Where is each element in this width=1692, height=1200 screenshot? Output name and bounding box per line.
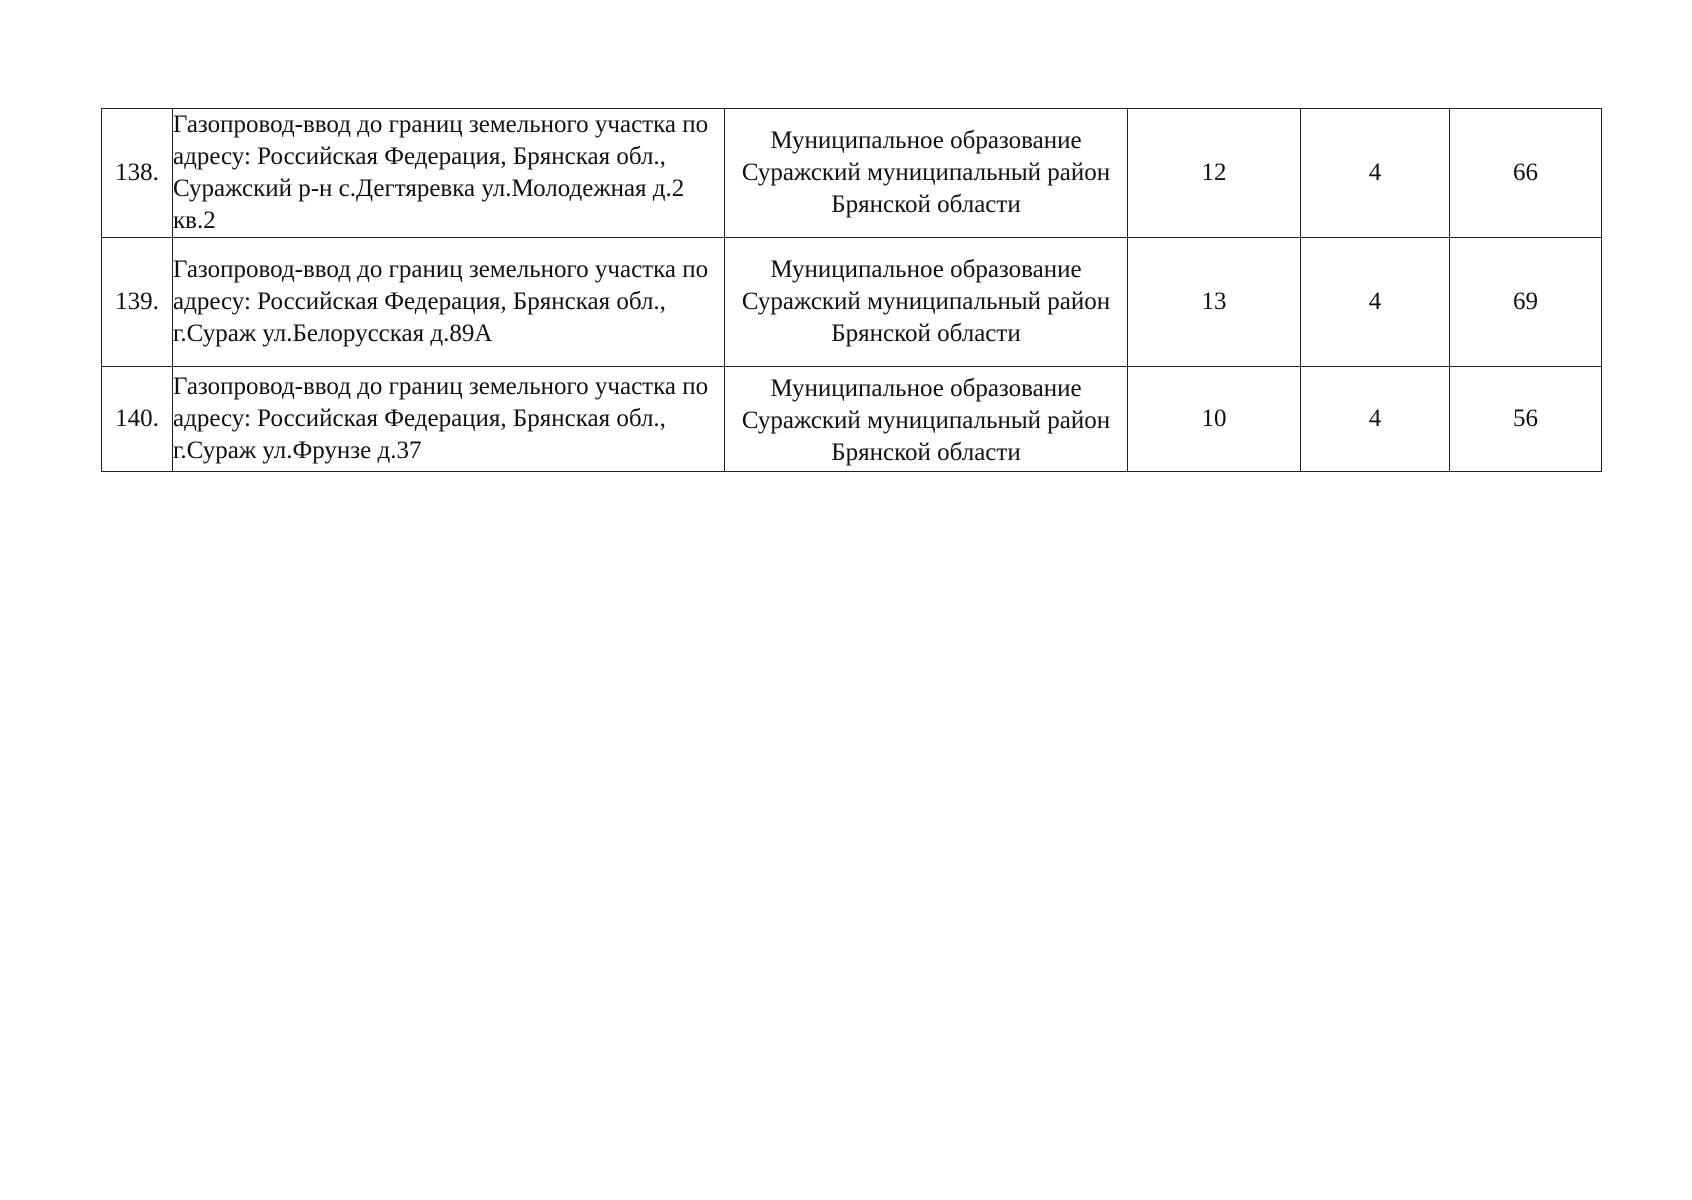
row-number: 139. — [102, 238, 173, 367]
object-name: Газопровод-ввод до границ земельного участка по адресу: Российская Федерация, Брянская обл., г.Сураж ул.Белорусская д.89А — [173, 238, 725, 367]
value-cell: 56 — [1450, 367, 1602, 472]
object-name: Газопровод-ввод до границ земельного участка по адресу: Российская Федерация, Брянская обл., Суражский р-н с.Дегтяревка ул.Молодежная д.2 кв.2 — [173, 109, 725, 238]
owner-name: Муниципальное образование Суражский муниципальный район Брянской области — [725, 238, 1128, 367]
object-name: Газопровод-ввод до границ земельного участка по адресу: Российская Федерация, Брянская обл., г.Сураж ул.Фрунзе д.37 — [173, 367, 725, 472]
value-cell: 66 — [1450, 109, 1602, 238]
table-row — [102, 109, 1602, 238]
value-cell: 4 — [1301, 367, 1450, 472]
value-cell: 12 — [1128, 109, 1301, 238]
row-number: 138. — [102, 109, 173, 238]
value-cell: 10 — [1128, 367, 1301, 472]
row-number: 140. — [102, 367, 173, 472]
table-row — [102, 367, 1602, 472]
table-row — [102, 238, 1602, 367]
register-table — [101, 108, 1602, 472]
value-cell: 13 — [1128, 238, 1301, 367]
value-cell: 4 — [1301, 109, 1450, 238]
owner-name: Муниципальное образование Суражский муниципальный район Брянской области — [725, 109, 1128, 238]
value-cell: 69 — [1450, 238, 1602, 367]
value-cell: 4 — [1301, 238, 1450, 367]
owner-name: Муниципальное образование Суражский муниципальный район Брянской области — [725, 367, 1128, 472]
